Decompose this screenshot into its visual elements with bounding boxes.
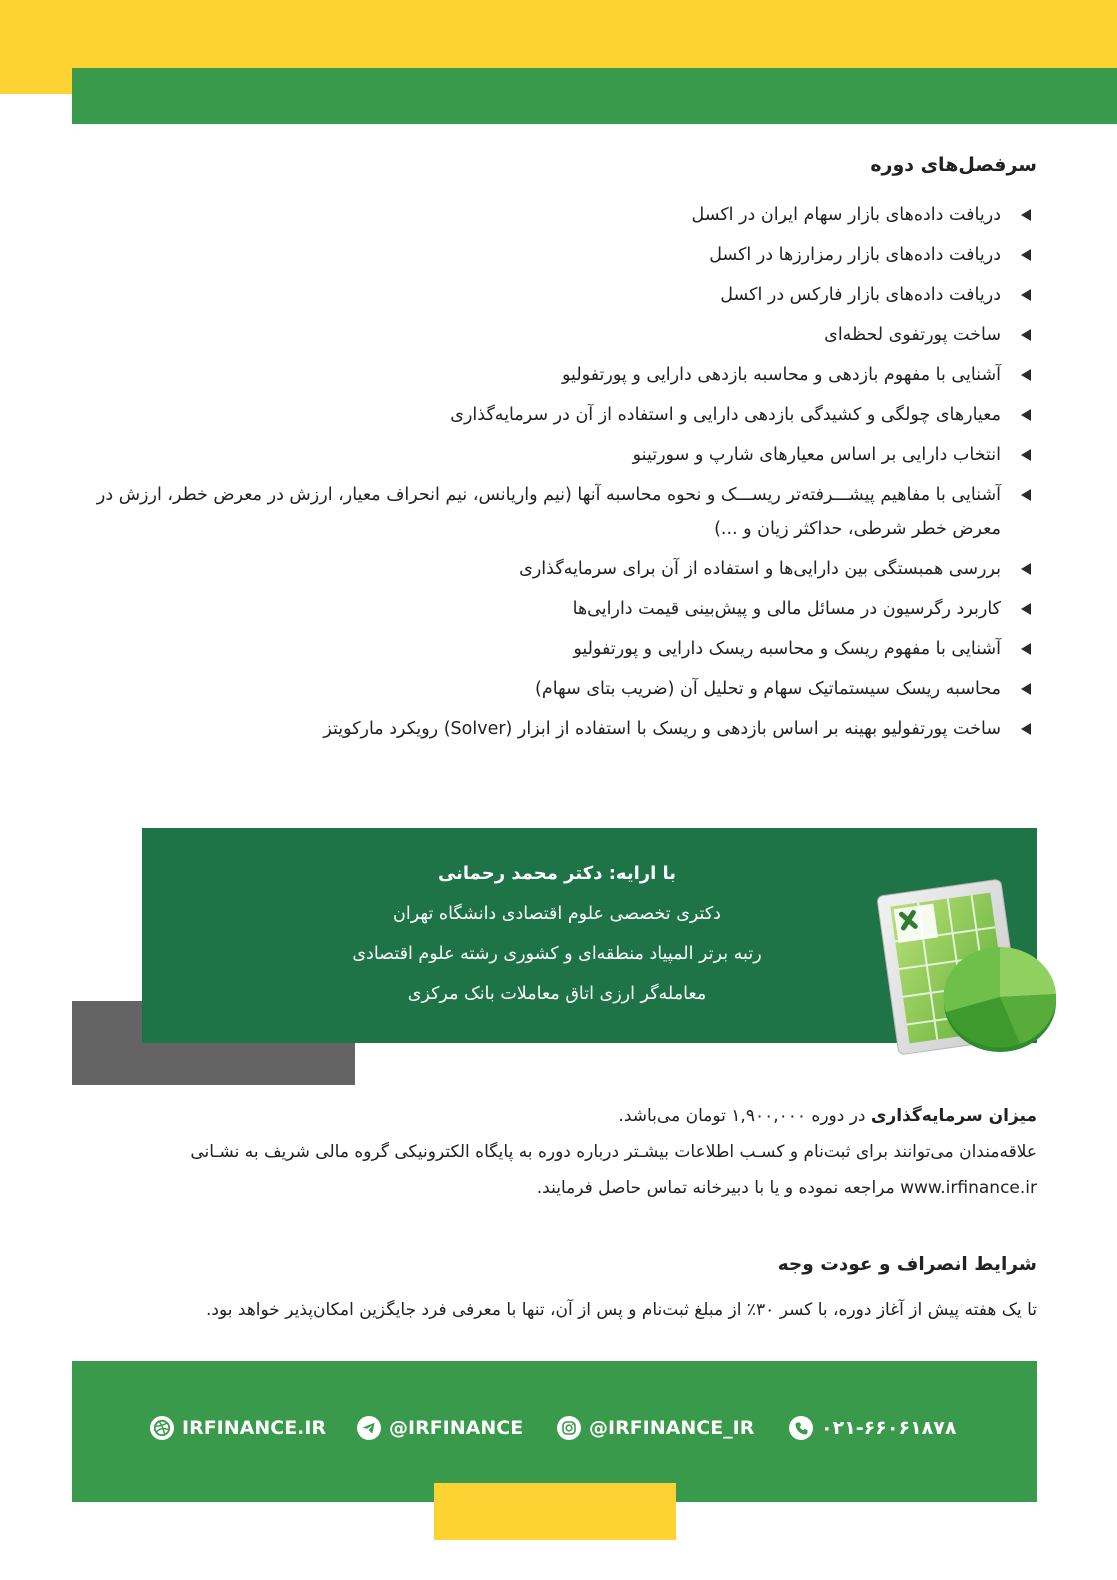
triangle-bullet-icon (1021, 409, 1031, 421)
website-link[interactable] (150, 1416, 326, 1440)
syllabus-item (67, 478, 1037, 546)
triangle-bullet-icon (1021, 329, 1031, 341)
investment-info: علاقه‌مندان می‌توانند برای ثبت‌نام و کسـب اطلاعات بیشـتر درباره دوره به پایگاه الکترونیکی گروه مالی شریف به نشـانی www.irfinance.ir مراجعه نموده و یا با دبیرخانه تماس حاصل فرمایند. (190, 1142, 1037, 1198)
syllabus-item-text: دریافت داده‌های بازار سهام ایران در اکسل (691, 205, 1001, 225)
triangle-bullet-icon (1021, 369, 1031, 381)
syllabus-item (67, 278, 1037, 312)
presenter-line-2: رتبه برتر المپیاد منطقه‌ای و کشوری رشته علوم اقتصادی (352, 944, 762, 964)
syllabus-item-text: آشنایی با مفاهیم پیشـــرفته‌تر ریســـک و نحوه محاسبه آنها (نیم واریانس، نیم انحراف معیار، ارزش در معرض خطر، ارزش در معرض خطر شرطی، حداکثر زیان و ...) (96, 485, 1001, 539)
triangle-bullet-icon (1021, 289, 1031, 301)
instagram-text: @IRFINANCE_IR (589, 1417, 755, 1439)
presenter-name: با ارایه: دکتر محمد رحمانی (437, 863, 677, 884)
investment-label: میزان سرمایه‌گذاری (870, 1106, 1037, 1126)
presenter-info (142, 854, 972, 1014)
instagram-icon (557, 1416, 581, 1440)
investment-section (72, 1098, 1037, 1206)
syllabus-item-text: معیارهای چولگی و کشیدگی بازدهی دارایی و استفاده از آن در سرمایه‌گذاری (450, 405, 1001, 425)
website-text: IRFINANCE.IR (182, 1417, 327, 1439)
phone-link[interactable] (789, 1416, 956, 1440)
syllabus-item-text: ساخت پورتفولیو بهینه بر اساس بازدهی و ریسک با استفاده از ابزار (Solver) رویکرد مارکویتز (323, 719, 1001, 739)
syllabus-item-text: کاربرد رگرسیون در مسائل مالی و پیش‌بینی قیمت دارایی‌ها (572, 599, 1001, 619)
syllabus-item (67, 552, 1037, 586)
phone-icon (789, 1416, 813, 1440)
syllabus-item (67, 712, 1037, 746)
syllabus-item-text: آشنایی با مفهوم بازدهی و محاسبه بازدهی دارایی و پورتفولیو (562, 365, 1001, 385)
syllabus-item (67, 632, 1037, 666)
triangle-bullet-icon (1021, 489, 1031, 501)
syllabus-item-text: آشنایی با مفهوم ریسک و محاسبه ریسک دارایی و پورتفولیو (573, 639, 1001, 659)
syllabus-item-text: دریافت داده‌های بازار فارکس در اکسل (720, 285, 1001, 305)
excel-chart-icon (870, 872, 1070, 1067)
syllabus-item (67, 398, 1037, 432)
syllabus-item-text: دریافت داده‌های بازار رمزارزها در اکسل (709, 245, 1001, 265)
cancellation-title: شرایط انصراف و عودت وجه (777, 1254, 1037, 1275)
syllabus-item (67, 438, 1037, 472)
phone-text: ۰۲۱-۶۶۰۶۱۸۷۸ (821, 1417, 957, 1439)
syllabus-item-text: محاسبه ریسک سیستماتیک سهام و تحلیل آن (ضریب بتای سهام) (535, 679, 1001, 699)
top-green-band (72, 68, 1117, 124)
triangle-bullet-icon (1021, 603, 1031, 615)
syllabus-item (67, 198, 1037, 232)
syllabus-item (67, 672, 1037, 706)
triangle-bullet-icon (1021, 249, 1031, 261)
triangle-bullet-icon (1021, 723, 1031, 735)
telegram-icon (357, 1416, 381, 1440)
presenter-line-1: دکتری تخصصی علوم اقتصادی دانشگاه تهران (393, 904, 721, 924)
syllabus-item (67, 358, 1037, 392)
syllabus-item (67, 238, 1037, 272)
dribbble-icon (150, 1416, 174, 1440)
triangle-bullet-icon (1021, 683, 1031, 695)
instagram-link[interactable] (557, 1416, 754, 1440)
triangle-bullet-icon (1021, 563, 1031, 575)
triangle-bullet-icon (1021, 643, 1031, 655)
telegram-link[interactable] (357, 1416, 523, 1440)
investment-amount-line (72, 1098, 1037, 1134)
triangle-bullet-icon (1021, 209, 1031, 221)
syllabus-list (67, 198, 1037, 752)
presenter-line-3: معامله‌گر ارزی اتاق معاملات بانک مرکزی (407, 984, 707, 1004)
contact-footer (72, 1361, 1037, 1502)
syllabus-item-text: بررسی همبستگی بین دارایی‌ها و استفاده از آن برای سرمایه‌گذاری (519, 559, 1001, 579)
triangle-bullet-icon (1021, 449, 1031, 461)
syllabus-item (67, 592, 1037, 626)
syllabus-item (67, 318, 1037, 352)
syllabus-item-text: انتخاب دارایی بر اساس معیارهای شارپ و سورتینو (632, 445, 1001, 465)
syllabus-item-text: ساخت پورتفوی لحظه‌ای (824, 325, 1001, 345)
syllabus-title: سرفصل‌های دوره (870, 154, 1037, 176)
cancellation-text: تا یک هفته پیش از آغاز دوره، با کسر ۳۰٪ از مبلغ ثبت‌نام و پس از آن، تنها با معرفی فرد جایگزین امکان‌پذیر خواهد بود. (206, 1300, 1037, 1320)
investment-amount: در دوره ۱,۹۰۰,۰۰۰ تومان می‌باشد. (618, 1106, 871, 1126)
bottom-yellow-tab (434, 1483, 676, 1540)
telegram-text: @IRFINANCE (389, 1417, 524, 1439)
